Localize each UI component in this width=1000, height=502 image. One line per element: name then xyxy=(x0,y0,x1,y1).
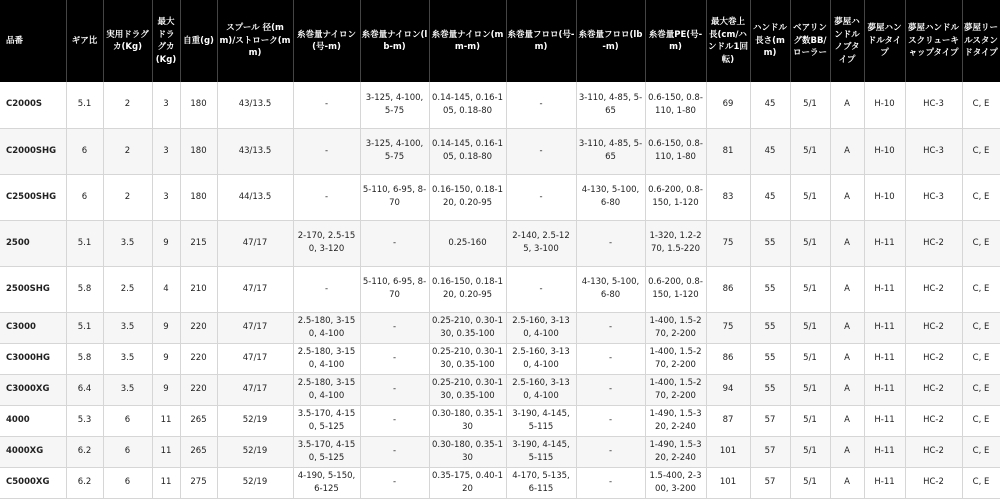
table-cell: - xyxy=(360,436,429,467)
table-cell: 11 xyxy=(152,436,180,467)
model-cell: 4000 xyxy=(0,405,66,436)
table-cell: 3 xyxy=(152,174,180,220)
table-cell: C, E xyxy=(962,374,1000,405)
table-cell: 5.1 xyxy=(66,220,103,266)
header-cell: 夢屋ハンドルタイプ xyxy=(864,0,905,82)
table-cell: H-11 xyxy=(864,436,905,467)
table-cell: 52/19 xyxy=(217,467,293,498)
table-cell: C, E xyxy=(962,343,1000,374)
header-cell: 糸巻量ナイロン(mm-m) xyxy=(429,0,506,82)
table-cell: HC-2 xyxy=(905,343,962,374)
table-cell: 55 xyxy=(750,220,790,266)
header-cell: 糸巻量ナイロン(lb-m) xyxy=(360,0,429,82)
table-cell: HC-3 xyxy=(905,128,962,174)
table-cell: 44/13.5 xyxy=(217,174,293,220)
table-cell: 1-400, 1.5-270, 2-200 xyxy=(645,312,706,343)
table-cell: 3.5 xyxy=(103,374,152,405)
table-cell: H-11 xyxy=(864,467,905,498)
table-cell: 5/1 xyxy=(790,82,830,128)
model-cell: C5000XG xyxy=(0,467,66,498)
table-cell: A xyxy=(830,266,864,312)
table-cell: 4-170, 5-135, 6-115 xyxy=(506,467,576,498)
table-cell: A xyxy=(830,312,864,343)
table-cell: A xyxy=(830,128,864,174)
table-cell: 9 xyxy=(152,312,180,343)
table-cell: C, E xyxy=(962,128,1000,174)
header-cell: スプール 径(mm)/ストローク(mm) xyxy=(217,0,293,82)
table-cell: 3.5 xyxy=(103,312,152,343)
table-cell: 0.6-150, 0.8-110, 1-80 xyxy=(645,82,706,128)
table-cell: 5.8 xyxy=(66,343,103,374)
table-cell: 5-110, 6-95, 8-70 xyxy=(360,174,429,220)
table-cell: 3.5-170, 4-150, 5-125 xyxy=(293,436,360,467)
table-cell: 6 xyxy=(66,128,103,174)
table-cell: 0.25-210, 0.30-130, 0.35-100 xyxy=(429,343,506,374)
table-cell: 3-190, 4-145, 5-115 xyxy=(506,436,576,467)
table-cell: 0.14-145, 0.16-105, 0.18-80 xyxy=(429,82,506,128)
header-row xyxy=(0,0,1000,82)
header-cell: 夢屋ハンドルスクリューキャップタイプ xyxy=(905,0,962,82)
model-cell: C3000HG xyxy=(0,343,66,374)
table-cell: 6 xyxy=(103,467,152,498)
table-cell: 4-130, 5-100, 6-80 xyxy=(576,174,645,220)
table-cell: 47/17 xyxy=(217,312,293,343)
table-cell: 0.25-210, 0.30-130, 0.35-100 xyxy=(429,374,506,405)
header-cell: 糸巻量PE(号-m) xyxy=(645,0,706,82)
table-cell: 3-125, 4-100, 5-75 xyxy=(360,128,429,174)
table-row xyxy=(0,374,1000,405)
table-cell: - xyxy=(293,82,360,128)
table-row xyxy=(0,312,1000,343)
table-cell: - xyxy=(576,436,645,467)
table-row xyxy=(0,128,1000,174)
table-cell: 2 xyxy=(103,174,152,220)
table-cell: 75 xyxy=(706,220,750,266)
table-cell: 45 xyxy=(750,174,790,220)
table-cell: C, E xyxy=(962,405,1000,436)
table-row xyxy=(0,82,1000,128)
table-cell: H-11 xyxy=(864,220,905,266)
table-cell: 1-400, 1.5-270, 2-200 xyxy=(645,374,706,405)
table-cell: - xyxy=(360,220,429,266)
table-cell: - xyxy=(506,128,576,174)
table-cell: 11 xyxy=(152,467,180,498)
table-cell: C, E xyxy=(962,467,1000,498)
table-cell: 180 xyxy=(180,174,217,220)
table-cell: 2.5-160, 3-130, 4-100 xyxy=(506,374,576,405)
table-cell: A xyxy=(830,374,864,405)
table-cell: 2.5-160, 3-130, 4-100 xyxy=(506,343,576,374)
header-cell: 夢屋リールスタンドタイプ xyxy=(962,0,1000,82)
table-cell: 220 xyxy=(180,374,217,405)
header-cell: 自重(g) xyxy=(180,0,217,82)
table-cell: 9 xyxy=(152,220,180,266)
table-cell: 94 xyxy=(706,374,750,405)
table-cell: 3.5 xyxy=(103,220,152,266)
table-row xyxy=(0,467,1000,498)
table-cell: 0.16-150, 0.18-120, 0.20-95 xyxy=(429,174,506,220)
table-cell: 52/19 xyxy=(217,436,293,467)
table-cell: 75 xyxy=(706,312,750,343)
table-cell: 55 xyxy=(750,312,790,343)
table-cell: 57 xyxy=(750,467,790,498)
table-cell: 87 xyxy=(706,405,750,436)
table-cell: A xyxy=(830,82,864,128)
model-cell: C3000XG xyxy=(0,374,66,405)
header-cell: 糸巻量フロロ(号-m) xyxy=(506,0,576,82)
table-cell: 2.5-160, 3-130, 4-100 xyxy=(506,312,576,343)
table-cell: - xyxy=(360,312,429,343)
table-cell: H-11 xyxy=(864,374,905,405)
table-cell: 11 xyxy=(152,405,180,436)
table-cell: 9 xyxy=(152,374,180,405)
table-cell: 1-320, 1.2-270, 1.5-220 xyxy=(645,220,706,266)
table-cell: H-11 xyxy=(864,312,905,343)
header-cell: 糸巻量ナイロン(号-m) xyxy=(293,0,360,82)
table-cell: 52/19 xyxy=(217,405,293,436)
table-cell: HC-3 xyxy=(905,82,962,128)
table-cell: 2.5-180, 3-150, 4-100 xyxy=(293,343,360,374)
table-cell: 86 xyxy=(706,343,750,374)
table-cell: 3.5-170, 4-150, 5-125 xyxy=(293,405,360,436)
table-cell: 47/17 xyxy=(217,266,293,312)
table-cell: 2 xyxy=(103,128,152,174)
table-cell: A xyxy=(830,467,864,498)
table-cell: 4 xyxy=(152,266,180,312)
table-cell: 6 xyxy=(66,174,103,220)
table-cell: 2-140, 2.5-125, 3-100 xyxy=(506,220,576,266)
table-cell: C, E xyxy=(962,220,1000,266)
header-cell: ベアリング数BB/ローラー xyxy=(790,0,830,82)
header-cell: ハンドル長さ(mm) xyxy=(750,0,790,82)
table-cell: - xyxy=(576,343,645,374)
table-cell: - xyxy=(576,220,645,266)
table-cell: 45 xyxy=(750,82,790,128)
table-cell: 5/1 xyxy=(790,343,830,374)
table-cell: 265 xyxy=(180,436,217,467)
table-cell: 5/1 xyxy=(790,128,830,174)
table-cell: C, E xyxy=(962,266,1000,312)
table-cell: 55 xyxy=(750,343,790,374)
table-cell: - xyxy=(360,374,429,405)
table-cell: 43/13.5 xyxy=(217,82,293,128)
table-cell: 101 xyxy=(706,436,750,467)
model-cell: 2500SHG xyxy=(0,266,66,312)
table-cell: H-11 xyxy=(864,266,905,312)
table-cell: 1.5-400, 2-300, 3-200 xyxy=(645,467,706,498)
table-cell: 180 xyxy=(180,128,217,174)
table-cell: 86 xyxy=(706,266,750,312)
model-cell: 2500 xyxy=(0,220,66,266)
table-cell: 275 xyxy=(180,467,217,498)
table-cell: 5.3 xyxy=(66,405,103,436)
table-cell: A xyxy=(830,436,864,467)
table-cell: 5/1 xyxy=(790,374,830,405)
table-cell: - xyxy=(576,405,645,436)
table-cell: - xyxy=(360,467,429,498)
table-cell: HC-2 xyxy=(905,220,962,266)
model-cell: C2500SHG xyxy=(0,174,66,220)
table-cell: 1-490, 1.5-320, 2-240 xyxy=(645,405,706,436)
table-cell: 55 xyxy=(750,374,790,405)
table-cell: HC-3 xyxy=(905,174,962,220)
table-cell: 81 xyxy=(706,128,750,174)
table-cell: A xyxy=(830,220,864,266)
model-cell: 4000XG xyxy=(0,436,66,467)
table-cell: 5/1 xyxy=(790,467,830,498)
table-cell: 265 xyxy=(180,405,217,436)
table-cell: - xyxy=(576,467,645,498)
table-row xyxy=(0,220,1000,266)
table-body xyxy=(0,82,1000,498)
table-cell: 0.6-200, 0.8-150, 1-120 xyxy=(645,174,706,220)
table-cell: 5/1 xyxy=(790,220,830,266)
table-cell: 1-490, 1.5-320, 2-240 xyxy=(645,436,706,467)
table-cell: H-10 xyxy=(864,128,905,174)
table-cell: 2.5 xyxy=(103,266,152,312)
table-cell: 0.6-150, 0.8-110, 1-80 xyxy=(645,128,706,174)
table-cell: 3-190, 4-145, 5-115 xyxy=(506,405,576,436)
table-cell: 2.5-180, 3-150, 4-100 xyxy=(293,374,360,405)
table-cell: 3-125, 4-100, 5-75 xyxy=(360,82,429,128)
table-cell: HC-2 xyxy=(905,436,962,467)
table-cell: - xyxy=(506,174,576,220)
table-cell: 5/1 xyxy=(790,266,830,312)
table-cell: 215 xyxy=(180,220,217,266)
table-cell: 4-130, 5-100, 6-80 xyxy=(576,266,645,312)
table-cell: 6.2 xyxy=(66,467,103,498)
table-cell: H-10 xyxy=(864,82,905,128)
table-cell: HC-2 xyxy=(905,266,962,312)
table-cell: 5.1 xyxy=(66,82,103,128)
table-cell: 0.30-180, 0.35-130 xyxy=(429,436,506,467)
table-cell: H-11 xyxy=(864,343,905,374)
header-cell: 糸巻量フロロ(lb-m) xyxy=(576,0,645,82)
table-cell: 3 xyxy=(152,128,180,174)
table-cell: 220 xyxy=(180,343,217,374)
model-cell: C3000 xyxy=(0,312,66,343)
header-cell: 品番 xyxy=(0,0,66,82)
table-cell: 9 xyxy=(152,343,180,374)
table-cell: A xyxy=(830,343,864,374)
table-cell: 3-110, 4-85, 5-65 xyxy=(576,82,645,128)
table-row xyxy=(0,405,1000,436)
table-cell: - xyxy=(360,405,429,436)
table-cell: - xyxy=(576,374,645,405)
table-cell: HC-2 xyxy=(905,405,962,436)
table-cell: - xyxy=(360,343,429,374)
table-cell: 210 xyxy=(180,266,217,312)
table-row xyxy=(0,343,1000,374)
table-cell: - xyxy=(293,174,360,220)
model-cell: C2000SHG xyxy=(0,128,66,174)
header-cell: 実用ドラグカ(Kg) xyxy=(103,0,152,82)
table-cell: 47/17 xyxy=(217,343,293,374)
table-cell: 5/1 xyxy=(790,436,830,467)
table-cell: 0.14-145, 0.16-105, 0.18-80 xyxy=(429,128,506,174)
table-cell: 5/1 xyxy=(790,405,830,436)
table-cell: 3 xyxy=(152,82,180,128)
header-cell: 最大巻上長(cm/ハンドル1回転) xyxy=(706,0,750,82)
header-cell: 夢屋ハンドルノブタイプ xyxy=(830,0,864,82)
table-cell: 180 xyxy=(180,82,217,128)
table-cell: 3.5 xyxy=(103,343,152,374)
table-cell: 2 xyxy=(103,82,152,128)
table-cell: 6.4 xyxy=(66,374,103,405)
table-cell: HC-2 xyxy=(905,467,962,498)
table-cell: H-10 xyxy=(864,174,905,220)
table-cell: 0.25-210, 0.30-130, 0.35-100 xyxy=(429,312,506,343)
table-cell: - xyxy=(576,312,645,343)
table-cell: C, E xyxy=(962,174,1000,220)
table-cell: H-11 xyxy=(864,405,905,436)
table-row xyxy=(0,266,1000,312)
table-cell: 83 xyxy=(706,174,750,220)
table-row xyxy=(0,174,1000,220)
table-cell: 0.35-175, 0.40-120 xyxy=(429,467,506,498)
table-cell: 3-110, 4-85, 5-65 xyxy=(576,128,645,174)
table-cell: 5.8 xyxy=(66,266,103,312)
table-cell: 2-170, 2.5-150, 3-120 xyxy=(293,220,360,266)
table-row xyxy=(0,436,1000,467)
table-cell: 0.6-200, 0.8-150, 1-120 xyxy=(645,266,706,312)
header-cell: ギア比 xyxy=(66,0,103,82)
table-cell: 55 xyxy=(750,266,790,312)
table-cell: 5-110, 6-95, 8-70 xyxy=(360,266,429,312)
table-cell: 1-400, 1.5-270, 2-200 xyxy=(645,343,706,374)
table-cell: A xyxy=(830,174,864,220)
table-cell: 45 xyxy=(750,128,790,174)
model-cell: C2000S xyxy=(0,82,66,128)
table-cell: - xyxy=(293,128,360,174)
table-cell: 4-190, 5-150, 6-125 xyxy=(293,467,360,498)
table-cell: 43/13.5 xyxy=(217,128,293,174)
table-cell: 47/17 xyxy=(217,374,293,405)
table-cell: HC-2 xyxy=(905,312,962,343)
table-cell: - xyxy=(506,266,576,312)
table-cell: C, E xyxy=(962,436,1000,467)
table-cell: HC-2 xyxy=(905,374,962,405)
table-cell: 0.25-160 xyxy=(429,220,506,266)
table-cell: A xyxy=(830,405,864,436)
table-cell: 57 xyxy=(750,405,790,436)
table-cell: 220 xyxy=(180,312,217,343)
header-cell: 最大ドラグカ(Kg) xyxy=(152,0,180,82)
table-cell: 5/1 xyxy=(790,312,830,343)
table-cell: C, E xyxy=(962,82,1000,128)
table-cell: - xyxy=(293,266,360,312)
table-cell: 0.16-150, 0.18-120, 0.20-95 xyxy=(429,266,506,312)
table-cell: 5.1 xyxy=(66,312,103,343)
table-cell: C, E xyxy=(962,312,1000,343)
table-cell: 2.5-180, 3-150, 4-100 xyxy=(293,312,360,343)
table-cell: 6.2 xyxy=(66,436,103,467)
table-cell: 6 xyxy=(103,436,152,467)
table-cell: 0.30-180, 0.35-130 xyxy=(429,405,506,436)
table-cell: 5/1 xyxy=(790,174,830,220)
table-cell: 47/17 xyxy=(217,220,293,266)
table-cell: 6 xyxy=(103,405,152,436)
table-cell: - xyxy=(506,82,576,128)
table-cell: 101 xyxy=(706,467,750,498)
table-cell: 69 xyxy=(706,82,750,128)
table-cell: 57 xyxy=(750,436,790,467)
